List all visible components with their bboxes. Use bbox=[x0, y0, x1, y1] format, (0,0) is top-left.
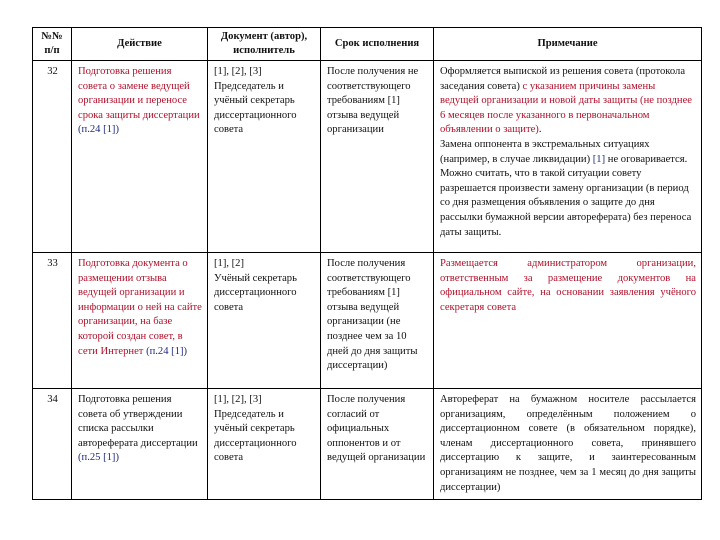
row-number: 32 bbox=[33, 61, 72, 253]
row-number: 34 bbox=[33, 389, 72, 500]
document-author: Председатель и учёный секретарь диссертационного совета bbox=[214, 408, 297, 464]
action-text: Подготовка решения совета о замене ведущей организации и переносе срока защиты диссертации bbox=[78, 66, 200, 121]
header-deadline: Срок исполнения bbox=[321, 28, 434, 61]
note-text: Оформляется выпиской из решения совета (протокола заседания совета) bbox=[440, 66, 686, 92]
action-reference: (п.24 [1]) bbox=[78, 124, 119, 136]
document-cell bbox=[208, 61, 321, 253]
table-row bbox=[33, 61, 702, 253]
header-note: Примечание bbox=[434, 28, 702, 61]
document-references: [1], [2], [3] bbox=[214, 66, 262, 77]
note-cell: Размещается администратором организации, ответственным за размещение документов на официальном сайте, на основании заявления учёного секретаря совета bbox=[434, 253, 702, 389]
table-row bbox=[33, 253, 702, 389]
action-text: Подготовка решения совета об утверждении списка рассылки автореферата диссертации bbox=[78, 394, 198, 449]
action-cell bbox=[72, 253, 208, 389]
action-cell bbox=[72, 389, 208, 500]
action-cell bbox=[72, 61, 208, 253]
row-number: 33 bbox=[33, 253, 72, 389]
deadline-cell: После получения не соответствующего требованиям [1] отзыва ведущей организации bbox=[321, 61, 434, 253]
deadline-cell: После получения соответствующего требованиям [1] отзыва ведущей организации (не позднее чем за 10 дней до дня защиты диссертации) bbox=[321, 253, 434, 389]
document-author: Учёный секретарь диссертационного совета bbox=[214, 272, 297, 313]
note-cell: Автореферат на бумажном носителе рассылается организациям, определённым положением о диссертационном совете (в обязательном порядке), членам диссертационного совета, принявшего диссертацию к защите, и заинтересованным организациям не позднее, чем за 1 месяц до дня защиты диссертации) bbox=[434, 389, 702, 500]
note-text-2: Замена оппонента в экстремальных ситуациях (например, в случае ликвидации) bbox=[440, 138, 650, 165]
note-text-end: . bbox=[538, 124, 542, 136]
note-highlight: с указанием причины замены ведущей организации и новой даты защиты (не позднее 6 месяцев после указанного в первоначальном объявлении о защите) bbox=[440, 80, 693, 136]
document-cell bbox=[208, 253, 321, 389]
document-author: Председатель и учёный секретарь диссертационного совета bbox=[214, 80, 297, 136]
document-references: [1], [2] bbox=[214, 258, 245, 269]
deadline-cell: После получения согласий от официальных оппонентов и от ведущей организации bbox=[321, 389, 434, 500]
header-number: №№ п/п bbox=[33, 28, 72, 61]
note-reference: [1] bbox=[592, 153, 606, 165]
header-action: Действие bbox=[72, 28, 208, 61]
action-reference: (п.24 [1]) bbox=[143, 345, 188, 357]
note-cell bbox=[434, 61, 702, 253]
document-cell bbox=[208, 389, 321, 500]
header-document: Документ (автор), исполнитель bbox=[208, 28, 321, 61]
action-reference: (п.25 [1]) bbox=[78, 452, 119, 464]
note-text-3: не оговаривается. Можно считать, что в такой ситуации совету разрешается произвести замену организации (в период со дня размещения объявления о защите до дня рассылки бумажной версии автореферата) без переноса даты защиты. bbox=[440, 153, 692, 238]
header-row bbox=[33, 28, 702, 61]
procedure-table bbox=[32, 27, 702, 500]
document-references: [1], [2], [3] bbox=[214, 394, 262, 405]
action-text: Подготовка документа о размещении отзыва ведущей организации и информации о ней на сайте организации, на базе которой создан совет, в сети Интернет bbox=[78, 258, 202, 357]
table-row bbox=[33, 389, 702, 500]
